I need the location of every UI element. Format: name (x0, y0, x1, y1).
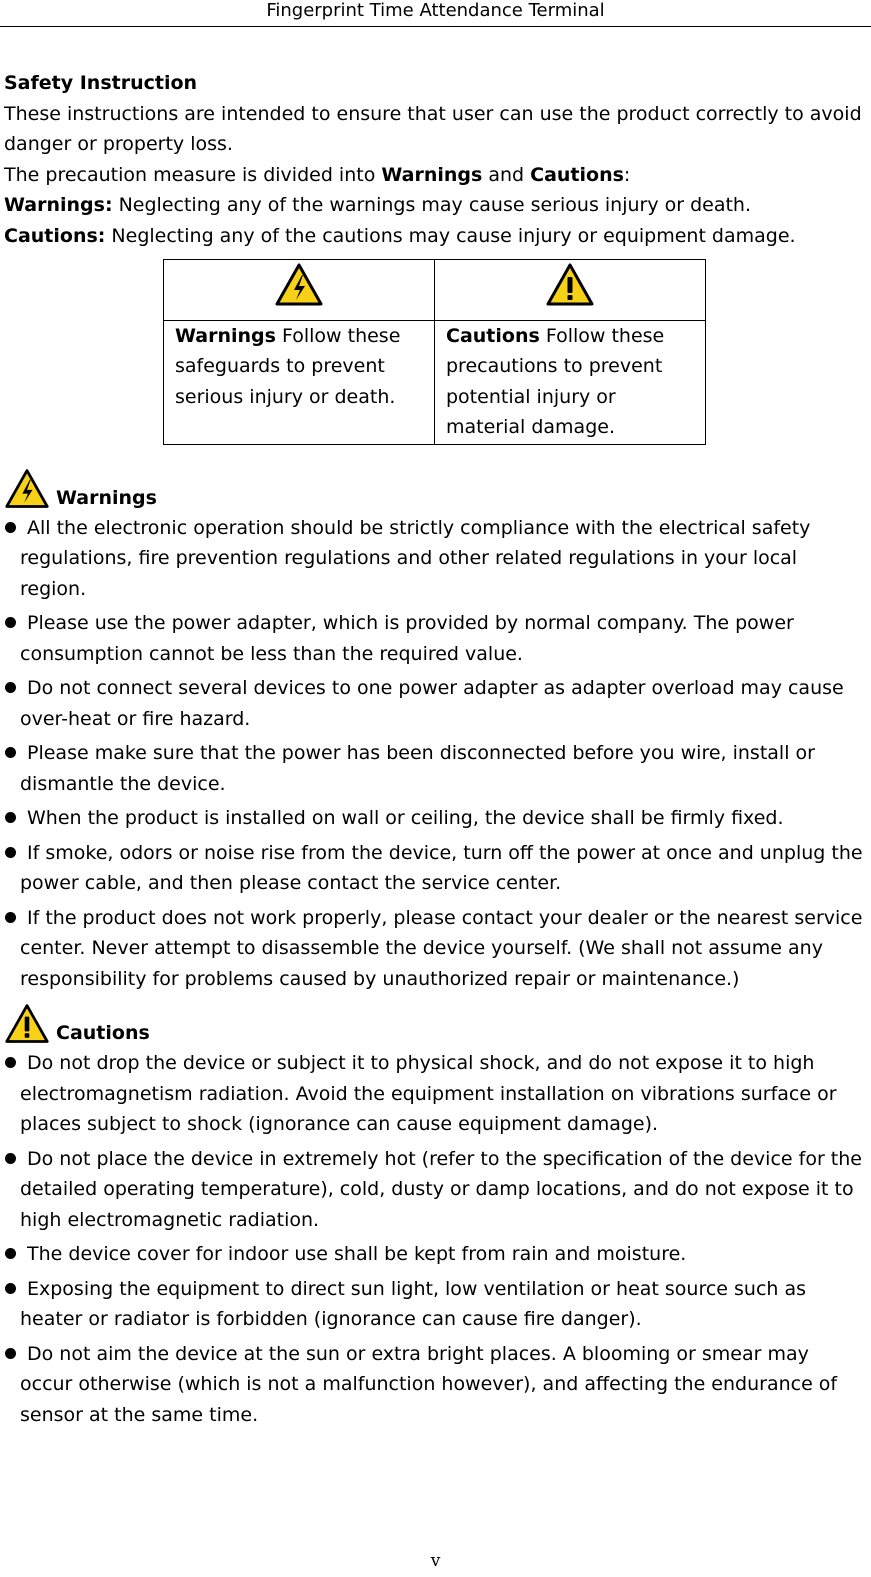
list-item-text: All the electronic operation should be strictly compliance with the electrical safety regulations, fire prevention regulations and other related regulations in your local region. (20, 516, 811, 600)
list-item (4, 1048, 866, 1140)
list-item (4, 1339, 866, 1431)
caution-icon-cell (435, 260, 706, 321)
list-item (4, 1239, 866, 1270)
list-item-text: Exposing the equipment to direct sun light, low ventilation or heat source such as heater or radiator is forbidden (ignorance can cause fire danger). (20, 1277, 807, 1330)
header-title: Fingerprint Time Attendance Terminal (266, 0, 605, 21)
electric-hazard-icon (4, 467, 50, 511)
precaution-paragraph: The precaution measure is divided into Warnings and Cautions: (4, 163, 631, 186)
list-item-text: Do not aim the device at the sun or extra bright places. A blooming or smear may occur otherwise (which is not a malfunction however), and affecting the endurance of sensor at the same time. (20, 1342, 838, 1426)
exclamation-warning-icon (545, 262, 595, 308)
list-item-text: If smoke, odors or noise rise from the device, turn off the power at once and unplug the power cable, and then please contact the service center. (20, 841, 863, 894)
list-item-text: When the product is installed on wall or ceiling, the device shall be firmly fixed. (27, 807, 784, 829)
warning-icon-cell (164, 260, 435, 321)
cautions-title: Cautions (56, 1022, 150, 1044)
list-item (4, 1274, 866, 1335)
warning-description-cell: Warnings Follow these safeguards to prevent serious injury or death. (164, 320, 435, 444)
list-item (4, 1144, 866, 1236)
warnings-list (4, 513, 866, 995)
list-item (4, 673, 866, 734)
precaution-table (163, 259, 706, 445)
list-item-text: If the product does not work properly, please contact your dealer or the nearest service center. Never attempt to disassemble the device yourself. (We shall not assume any responsibility for problems caused by unauthorized repair or maintenance.) (20, 906, 863, 990)
list-item-text: Do not drop the device or subject it to physical shock, and do not expose it to high electromagnetism radiation. Avoid the equipment installation on vibrations surface or places subject to shock (ignorance can cause equipment damage). (20, 1052, 837, 1135)
warnings-definition: Warnings: Neglecting any of the warnings may cause serious injury or death. (4, 194, 752, 216)
list-item-text: Please make sure that the power has been disconnected before you wire, install or dismantle the device. (20, 742, 815, 795)
exclamation-warning-icon (4, 1002, 50, 1046)
intro-paragraph: These instructions are intended to ensure that user can use the product correctly to avoid danger or property loss. (4, 102, 862, 155)
warnings-heading (4, 465, 866, 511)
list-item-text: Please use the power adapter, which is provided by normal company. The power consumption cannot be less than the required value. (20, 612, 794, 665)
electric-hazard-icon (274, 262, 324, 308)
list-item (4, 838, 866, 899)
cautions-heading (4, 1000, 866, 1046)
warnings-title: Warnings (56, 486, 157, 509)
list-item (4, 513, 866, 605)
page-number: v (430, 1551, 441, 1571)
list-item (4, 903, 866, 995)
section-title: Safety Instruction (4, 72, 198, 94)
list-item-text: Do not connect several devices to one power adapter as adapter overload may cause over-heat or fire hazard. (20, 677, 844, 730)
page-header (0, 0, 871, 27)
page-content (4, 68, 866, 1434)
caution-description-cell: Cautions Follow these precautions to prevent potential injury or material damage. (435, 320, 706, 444)
list-item (4, 738, 866, 799)
list-item (4, 803, 866, 834)
cautions-definition: Cautions: Neglecting any of the cautions may cause injury or equipment damage. (4, 224, 796, 247)
list-item-text: Do not place the device in extremely hot (refer to the specification of the device for the detailed operating temperature), cold, dusty or damp locations, and do not expose it to high electromagnetic radiation. (20, 1147, 862, 1231)
list-item (4, 608, 866, 669)
cautions-list (4, 1048, 866, 1430)
list-item-text: The device cover for indoor use shall be kept from rain and moisture. (27, 1243, 687, 1265)
